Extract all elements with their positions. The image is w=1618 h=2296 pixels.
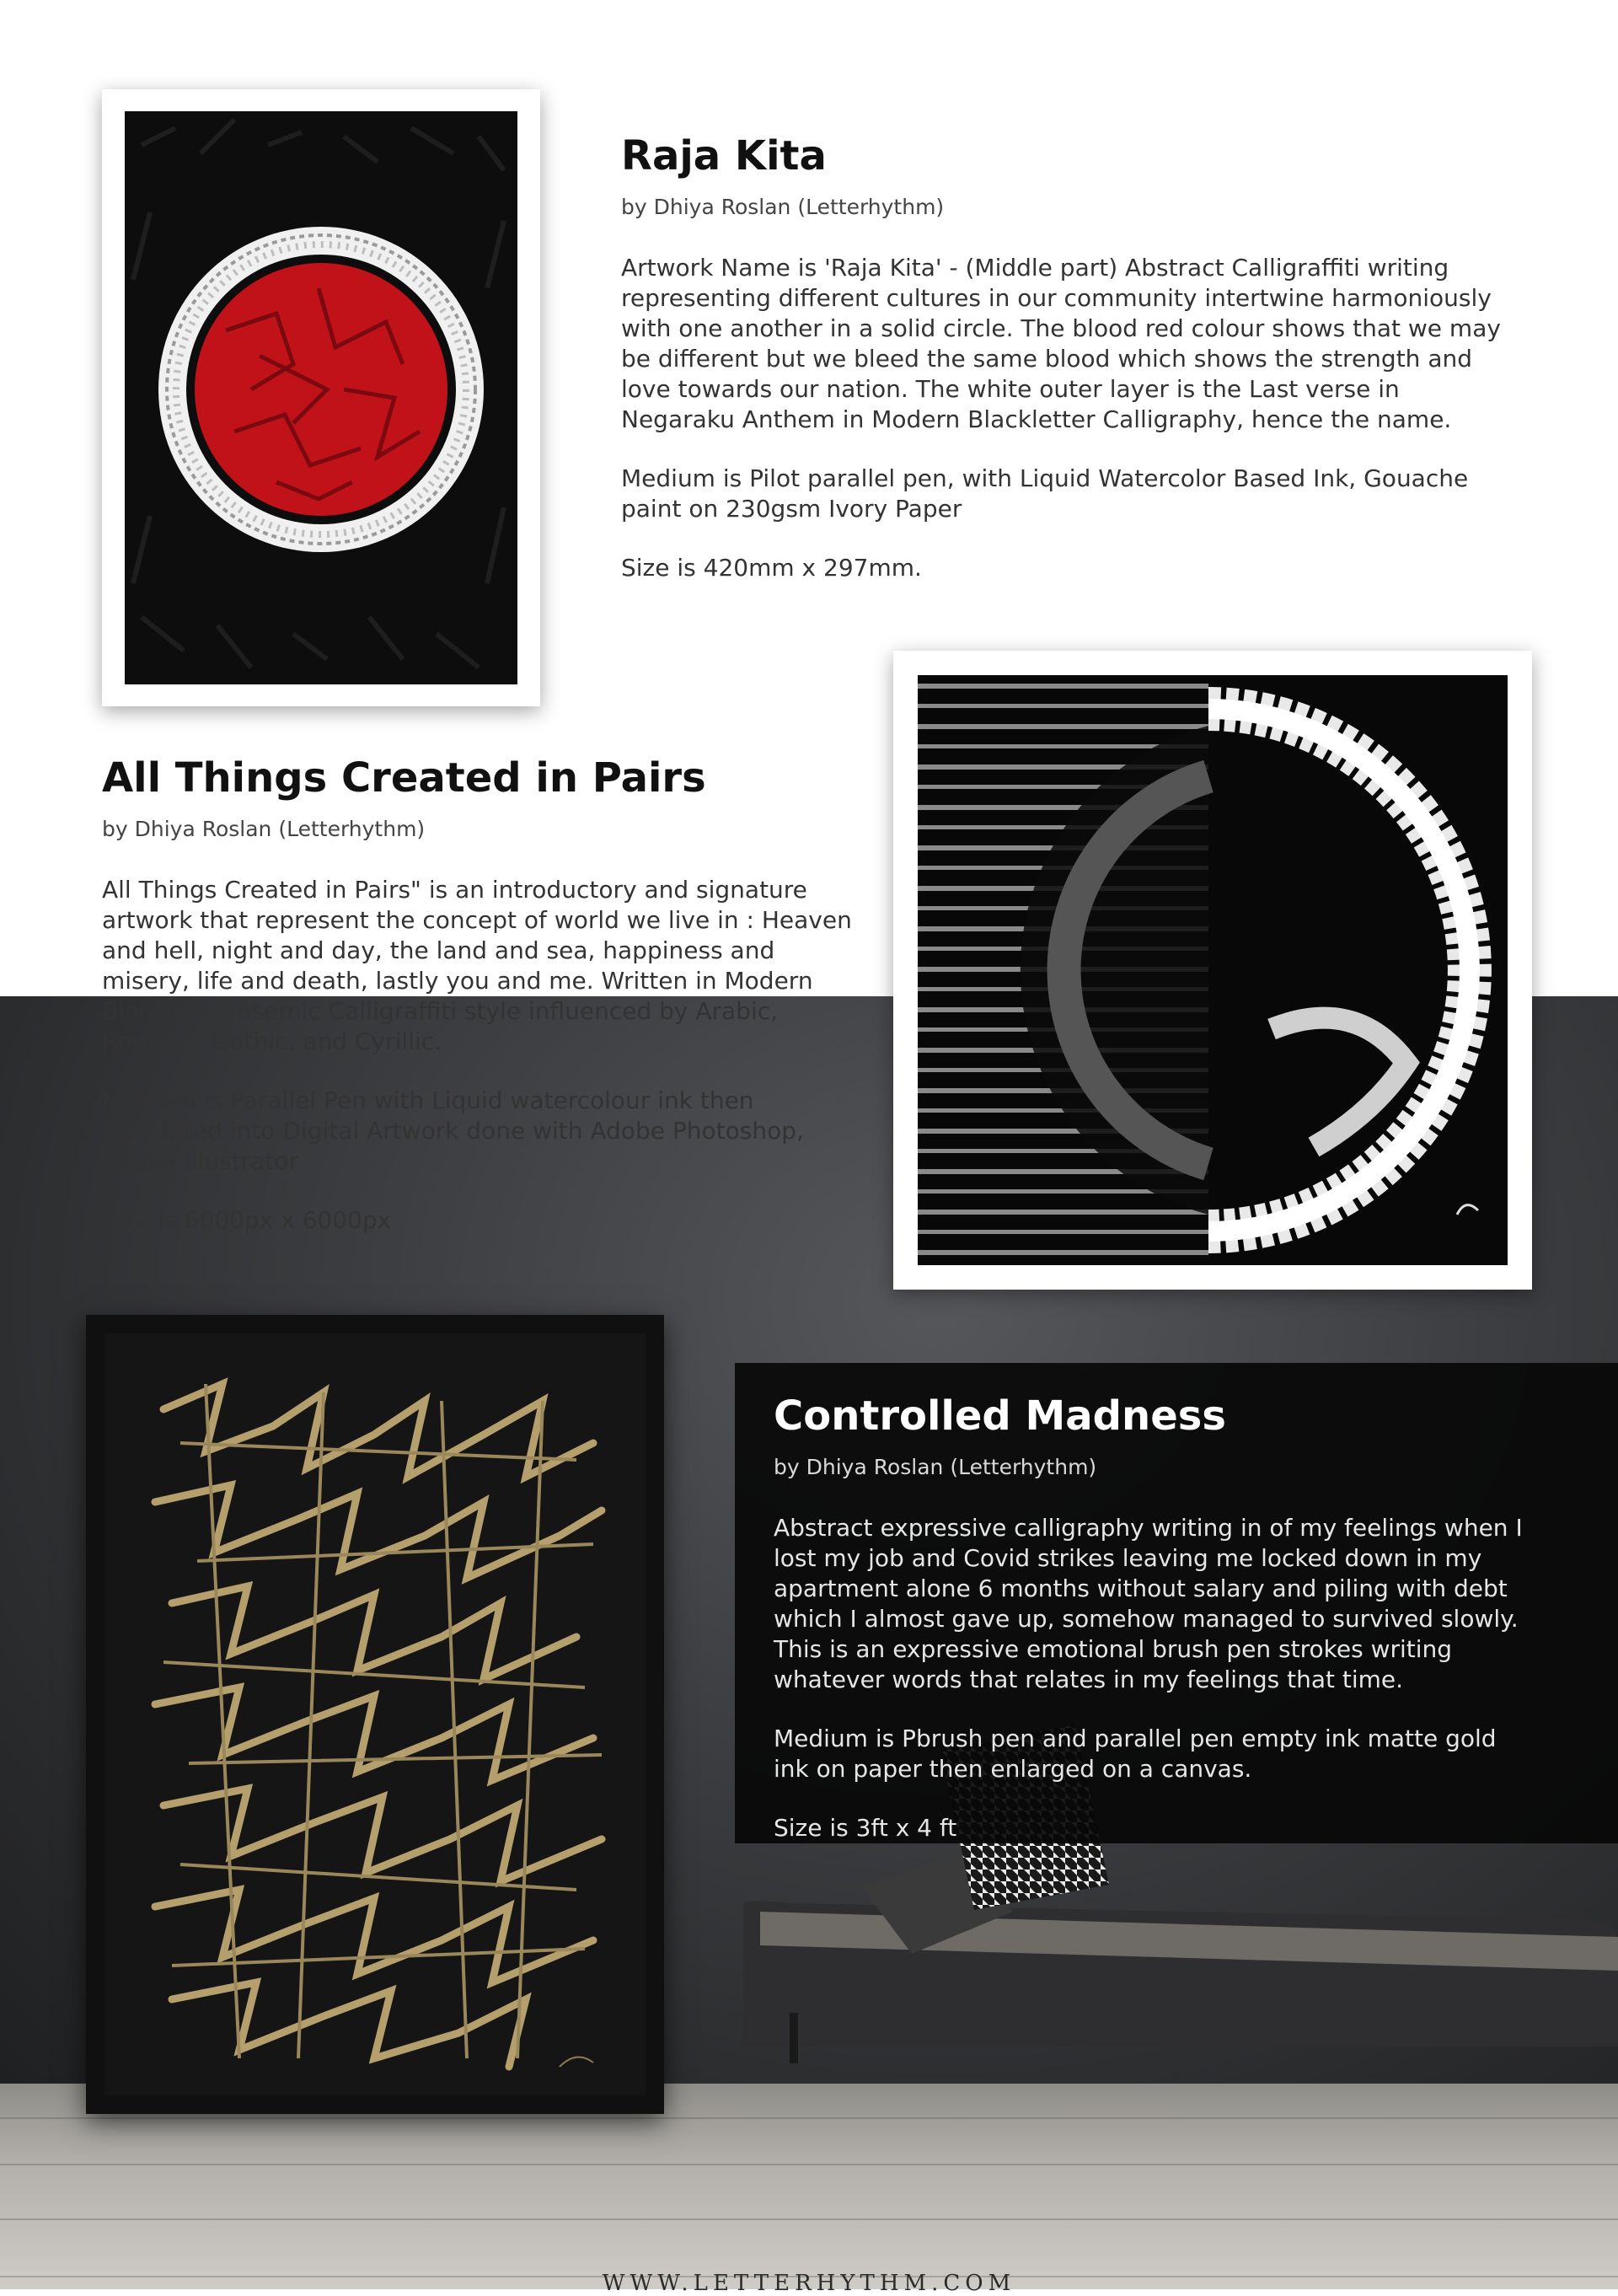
artwork-size: Size is 6000px x 6000px — [102, 1206, 392, 1234]
raja-kita-frame — [102, 89, 540, 706]
controlled-madness-frame — [86, 1315, 664, 2114]
artwork-medium: Medium is Pilot parallel pen, with Liquid Watercolor Based Ink, Gouache paint on 230gsm Ivory Paper — [621, 464, 1469, 523]
controlled-madness-artwork — [104, 1333, 646, 2095]
wooden-floor — [0, 2084, 1618, 2289]
artwork-medium: Medium is Parallel Pen with Liquid watercolour ink then translated into Digital Artwork done with Adobe Photoshop, Adobe Illustrator — [102, 1086, 804, 1175]
artwork-title: Raja Kita — [621, 132, 827, 180]
raja-kita-text-block — [621, 132, 1514, 583]
artwork-byline: by Dhiya Roslan (Letterhythm) — [102, 817, 426, 841]
footer-website-url[interactable]: WWW.LETTERHYTHM.COM — [602, 2271, 1016, 2296]
pairs-text-block — [102, 754, 860, 1236]
controlled-madness-text-block — [774, 1392, 1532, 1843]
artwork-title: All Things Created in Pairs — [102, 754, 706, 802]
artwork-byline: by Dhiya Roslan (Letterhythm) — [774, 1455, 1097, 1479]
pairs-artwork — [918, 675, 1508, 1265]
artwork-description: Artwork Name is 'Raja Kita' - (Middle part) Abstract Calligraffiti writing representing different cultures in our community intertwine harmoniously with one another in a solid circle. The blood red colour shows that we may be different but we bleed the same blood which shows the strength and love towards our nation. The white outer layer is the Last verse in Negaraku Anthem in Modern Blackletter Calligraphy, hence the name. — [621, 254, 1501, 433]
pairs-frame — [893, 651, 1532, 1290]
artwork-title: Controlled Madness — [774, 1392, 1226, 1440]
artwork-size: Size is 420mm x 297mm. — [621, 554, 922, 582]
raja-kita-artwork — [125, 111, 517, 684]
artwork-size: Size is 3ft x 4 ft — [774, 1814, 957, 1842]
artwork-byline: by Dhiya Roslan (Letterhythm) — [621, 195, 945, 219]
artwork-medium: Medium is Pbrush pen and parallel pen empty ink matte gold ink on paper then enlarged on a canvas. — [774, 1725, 1497, 1783]
artwork-description: All Things Created in Pairs" is an introductory and signature artwork that represent the concept of world we live in : Heaven and hell, night and day, the land and sea, happiness and misery, life and death, lastly you and me. Written in Modern Blackletter asemic Calligraffiti style influenced by Arabic, Romans, Gothic, and Cyrillic. — [102, 876, 852, 1055]
artwork-description: Abstract expressive calligraphy writing in of my feelings when I lost my job and Covid strikes leaving me locked down in my apartment alone 6 months without salary and piling with debt which I almost gave up, somehow managed to survived slowly. This is an expressive emotional brush pen strokes writing whatever words that relates in my feelings that time. — [774, 1514, 1523, 1693]
